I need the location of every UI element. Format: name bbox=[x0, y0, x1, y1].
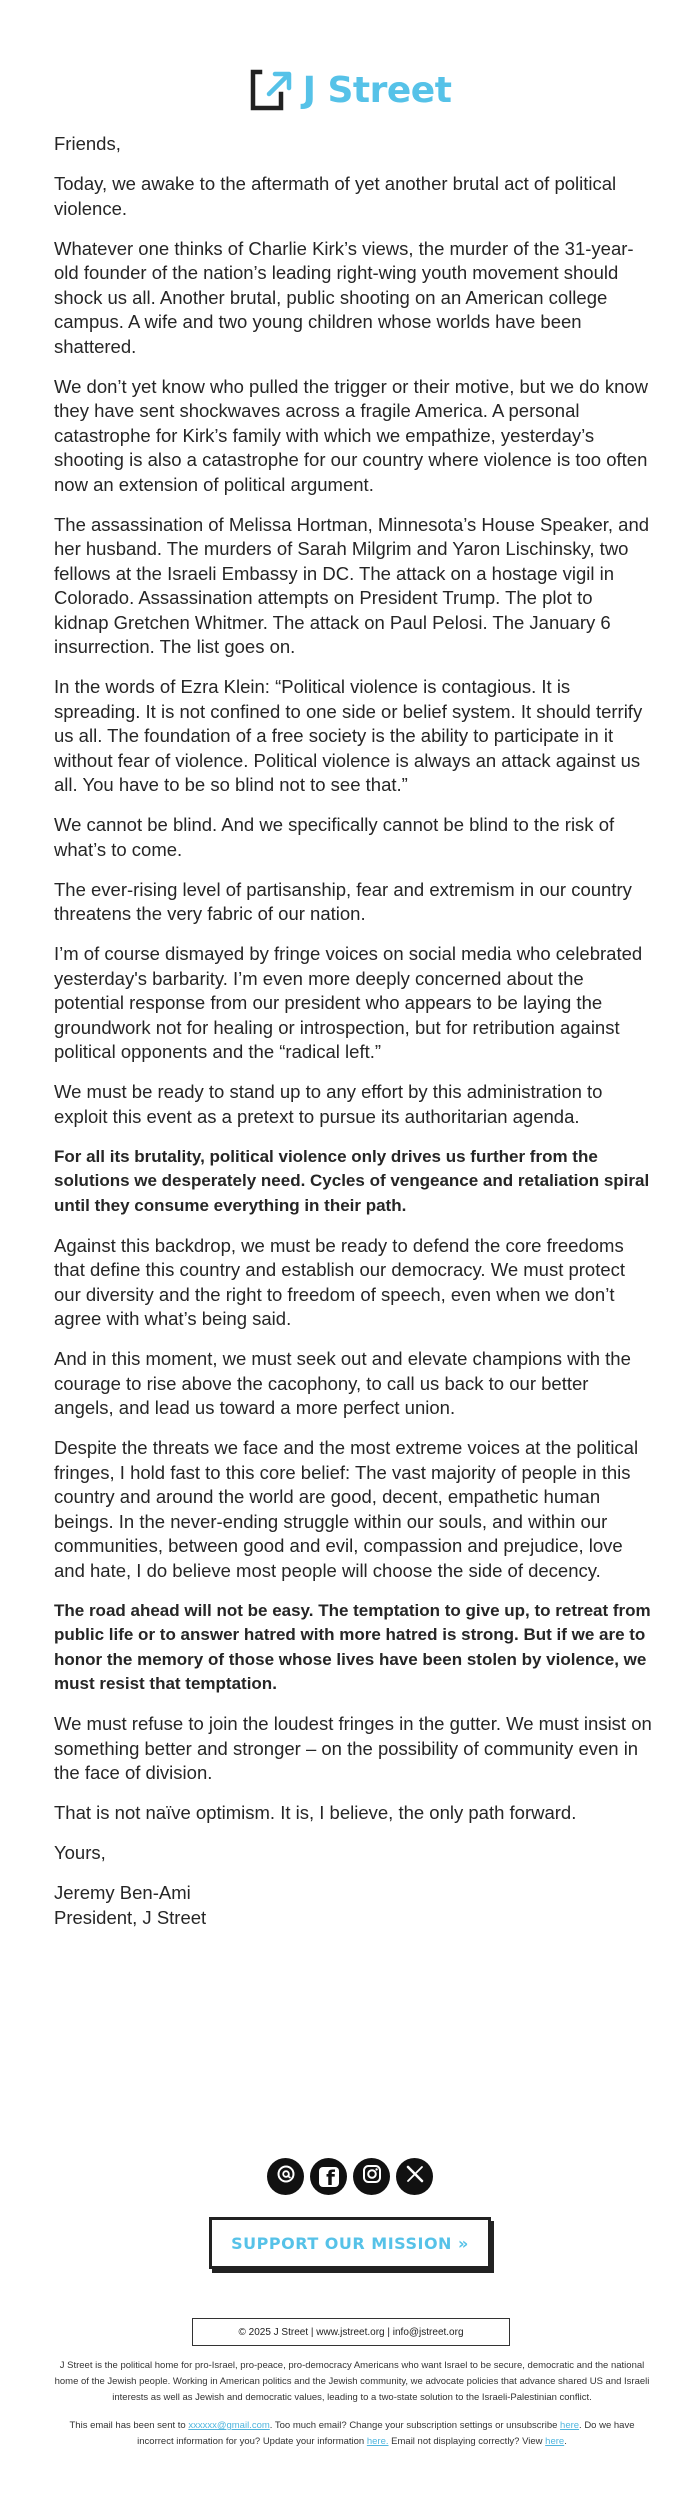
letter-paragraph: And in this moment, we must seek out and elevate champions with the courage to rise above the cacophony, to call us back to our better angels, and lead us toward a more perfect union. bbox=[54, 1348, 631, 1418]
instagram-icon bbox=[361, 2163, 383, 2190]
jstreet-logo[interactable] bbox=[0, 68, 700, 112]
social-links bbox=[0, 2158, 700, 2195]
letter-paragraph: The ever-rising level of partisanship, fear and extremism in our country threatens the very fabric of our nation. bbox=[54, 878, 632, 924]
facebook-glyph: f bbox=[326, 2166, 335, 2187]
support-mission-button[interactable]: SUPPORT OUR MISSION » bbox=[209, 2217, 491, 2269]
view-online-link[interactable]: here bbox=[545, 2436, 565, 2447]
x-icon bbox=[405, 2164, 425, 2189]
recipient-email-link[interactable]: xxxxxx@gmail.com bbox=[188, 2420, 270, 2431]
letter-paragraph: Yours, bbox=[54, 1842, 106, 1863]
letter-paragraph: Despite the threats we face and the most extreme voices at the political fringes, I hold fast to this core belief: The vast majority of people in this country and around the world are good, decent, empathetic human beings. In the never-ending struggle within our souls, and within our communities, between good and evil, compassion and prejudice, love and hate, I do believe most people will choose the side of decency. bbox=[54, 1437, 639, 1581]
letter-paragraph: Today, we awake to the aftermath of yet another brutal act of political violence. bbox=[54, 173, 617, 219]
letter-paragraph: That is not naïve optimism. It is, I believe, the only path forward. bbox=[54, 1802, 577, 1823]
update-info-link[interactable]: here. bbox=[366, 2436, 389, 2447]
letter-paragraph-bold: The road ahead will not be easy. The temptation to give up, to retreat from public life or to answer hatred with more hatred is strong. But if we are to honor the memory of those whose lives have been stolen by violence, we must resist that temptation. bbox=[54, 1600, 651, 1693]
threads-link[interactable] bbox=[267, 2158, 304, 2195]
j-arrow-logo-icon bbox=[249, 68, 293, 112]
signature bbox=[54, 1881, 652, 1930]
letter-paragraph: We cannot be blind. And we specifically cannot be blind to the risk of what’s to come. bbox=[54, 814, 615, 860]
letter-paragraph: In the words of Ezra Klein: “Political violence is contagious. It is spreading. It is not confined to one side or belief system. It should terrify us all. The foundation of a free society is the ability to participate in it without fear of violence. Political violence is always an attack against us all. You have to be so blind not to see that.” bbox=[54, 676, 643, 795]
unsubscribe-link[interactable]: here bbox=[560, 2420, 580, 2431]
display-text: Email not displaying correctly? View bbox=[388, 2436, 546, 2447]
letter-paragraph: I’m of course dismayed by fringe voices on social media who celebrated yesterday's barbarity. I’m even more deeply concerned about the potential response from our president who appears to be laying the groundwork not for healing or introspection, but for retribution against political opponents and the “radical left.” bbox=[54, 943, 643, 1062]
letter-paragraph: We don’t yet know who pulled the trigger or their motive, but we do know they have sent shockwaves across a fragile America. A personal catastrophe for Kirk’s family with which we empathize, yesterday’s shooting is also a catastrophe for our country where violence is too often now an extension of political argument. bbox=[54, 375, 649, 495]
too-much-text: . Too much email? Change your subscription settings or unsubscribe bbox=[269, 2420, 561, 2431]
facebook-link[interactable] bbox=[310, 2158, 347, 2195]
logo-wordmark: J Street bbox=[302, 69, 452, 111]
letter-paragraph-bold: For all its brutality, political violence only drives us further from the solutions we desperately need. Cycles of vengeance and retaliation spiral until they consume everything in their path. bbox=[54, 1146, 650, 1215]
copyright-box: © 2025 J Street | www.jstreet.org | info@jstreet.org bbox=[192, 2318, 510, 2346]
instagram-link[interactable] bbox=[353, 2158, 390, 2195]
footer-end: . bbox=[564, 2436, 567, 2447]
x-link[interactable] bbox=[396, 2158, 433, 2195]
facebook-icon bbox=[319, 2167, 339, 2187]
letter-paragraph: We must be ready to stand up to any effort by this administration to exploit this event as a pretext to pursue its authoritarian agenda. bbox=[54, 1081, 603, 1127]
letter-paragraph: Whatever one thinks of Charlie Kirk’s views, the murder of the 31-year-old founder of the nation’s leading right-wing youth movement should shock us all. Another brutal, public shooting on an American college campus. A wife and two young children whose worlds have been shattered. bbox=[54, 237, 634, 357]
letter-body bbox=[54, 132, 652, 1946]
letter-paragraph: The assassination of Melissa Hortman, Minnesota’s House Speaker, and her husband. The murders of Sarah Milgrim and Yaron Lischinsky, two fellows at the Israeli Embassy in DC. The attack on a hostage vigil in Colorado. Assassination attempts on President Trump. The plot to kidnap Gretchen Whitmer. The attack on Paul Pelosi. The January 6 insurrection. The list goes on. bbox=[54, 513, 650, 657]
letter-paragraph: Against this backdrop, we must be ready to defend the core freedoms that define this country and establish our democracy. We must protect our diversity and the right to freedom of speech, even when we don’t agree with what’s being said. bbox=[54, 1234, 626, 1329]
signature-title: President, J Street bbox=[54, 1906, 207, 1928]
about-text: J Street is the political home for pro-Israel, pro-peace, pro-democracy Americans who want Israel to be secure, democratic and the national home of the Jewish people. Working in American politics and the Jewish community, we advocate policies that advance shared US and Israeli interests as well as Jewish and democratic values, leading to a two-state solution to the Israeli-Palestinian conflict. bbox=[54, 2360, 650, 2403]
incorrect-info-text: . Do we have incorrect information for you? Update your information bbox=[137, 2420, 635, 2447]
subscription-notice bbox=[52, 2418, 652, 2450]
threads-icon bbox=[275, 2163, 297, 2190]
letter-paragraph: Friends, bbox=[54, 133, 121, 154]
signature-name: Jeremy Ben-Ami bbox=[54, 1882, 191, 1903]
letter-paragraph: We must refuse to join the loudest fringes in the gutter. We must insist on something better and stronger – on the possibility of community even in the face of division. bbox=[54, 1713, 652, 1783]
sent-to-text: This email has been sent to bbox=[69, 2420, 189, 2431]
